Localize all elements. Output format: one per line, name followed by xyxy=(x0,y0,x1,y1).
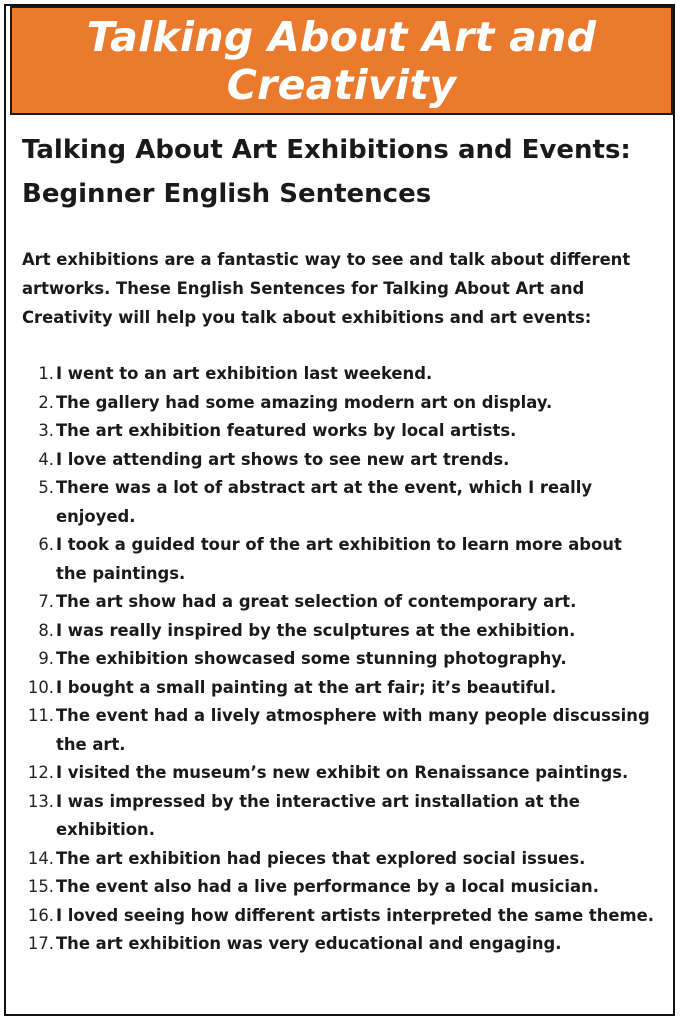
list-item xyxy=(0,902,675,931)
list-item-number: 12. xyxy=(27,763,54,782)
list-item-text: The event had a lively atmosphere with many people discussing the art. xyxy=(56,706,650,754)
list-item xyxy=(0,474,675,531)
list-item-text: I bought a small painting at the art fair; it’s beautiful. xyxy=(56,677,557,697)
list-item-text: The exhibition showcased some stunning photography. xyxy=(56,649,567,668)
list-item-number: 11. xyxy=(27,706,54,725)
list-item xyxy=(0,360,675,389)
list-item xyxy=(0,930,675,959)
list-item-number: 16. xyxy=(27,905,54,925)
list-item-text: The event also had a live performance by a local musician. xyxy=(56,877,599,896)
sentence-list xyxy=(0,360,675,959)
list-item-number: 3. xyxy=(38,421,54,440)
list-item-number: 7. xyxy=(38,592,54,611)
list-item-number: 17. xyxy=(27,934,54,953)
list-item xyxy=(0,788,675,845)
list-item-text: The art exhibition featured works by local artists. xyxy=(56,421,517,440)
section-title: Talking About Art Exhibitions and Events: Beginner English Sentences xyxy=(22,135,631,209)
list-item-text: The art show had a great selection of contemporary art. xyxy=(56,592,577,611)
list-item-number: 5. xyxy=(38,478,54,497)
list-item-text: I took a guided tour of the art exhibition to learn more about the paintings. xyxy=(56,535,622,583)
list-item-number: 1. xyxy=(38,364,54,383)
list-item-number: 10. xyxy=(27,677,54,697)
list-item xyxy=(0,417,675,446)
list-item-text: There was a lot of abstract art at the event, which I really enjoyed. xyxy=(56,478,593,526)
list-item xyxy=(0,389,675,418)
list-item xyxy=(0,531,675,588)
list-item-text: I went to an art exhibition last weekend. xyxy=(56,364,433,383)
list-item xyxy=(0,873,675,902)
list-item-text: I loved seeing how different artists interpreted the same theme. xyxy=(56,905,654,925)
list-item-number: 14. xyxy=(27,848,54,868)
title-banner xyxy=(10,6,673,115)
list-item-text: The art exhibition was very educational and engaging. xyxy=(56,934,562,953)
banner-title: Talking About Art and Creativity xyxy=(86,12,597,109)
list-item xyxy=(0,645,675,674)
list-item-text: I love attending art shows to see new art trends. xyxy=(56,449,510,469)
list-item xyxy=(0,446,675,475)
list-item-number: 15. xyxy=(27,877,54,896)
list-item-text: The gallery had some amazing modern art on display. xyxy=(56,392,553,412)
list-item-number: 9. xyxy=(38,649,54,668)
list-item-text: I was really inspired by the sculptures at the exhibition. xyxy=(56,620,576,640)
list-item xyxy=(0,702,675,759)
intro-paragraph: Art exhibitions are a fantastic way to see and talk about different artworks. These English Sentences for Talking About Art and Creativity will help you talk about exhibitions and art events: xyxy=(22,250,631,327)
list-item-number: 2. xyxy=(38,392,54,412)
list-item-text: The art exhibition had pieces that explored social issues. xyxy=(56,848,586,868)
list-item xyxy=(0,759,675,788)
list-item-number: 13. xyxy=(27,791,54,811)
list-item xyxy=(0,845,675,874)
list-item xyxy=(0,617,675,646)
list-item-number: 4. xyxy=(38,449,54,469)
list-item-number: 8. xyxy=(38,620,54,640)
list-item xyxy=(0,588,675,617)
list-item-text: I was impressed by the interactive art installation at the exhibition. xyxy=(56,791,580,839)
list-item-number: 6. xyxy=(38,535,54,554)
list-item xyxy=(0,674,675,703)
list-item-text: I visited the museum’s new exhibit on Renaissance paintings. xyxy=(56,763,629,782)
